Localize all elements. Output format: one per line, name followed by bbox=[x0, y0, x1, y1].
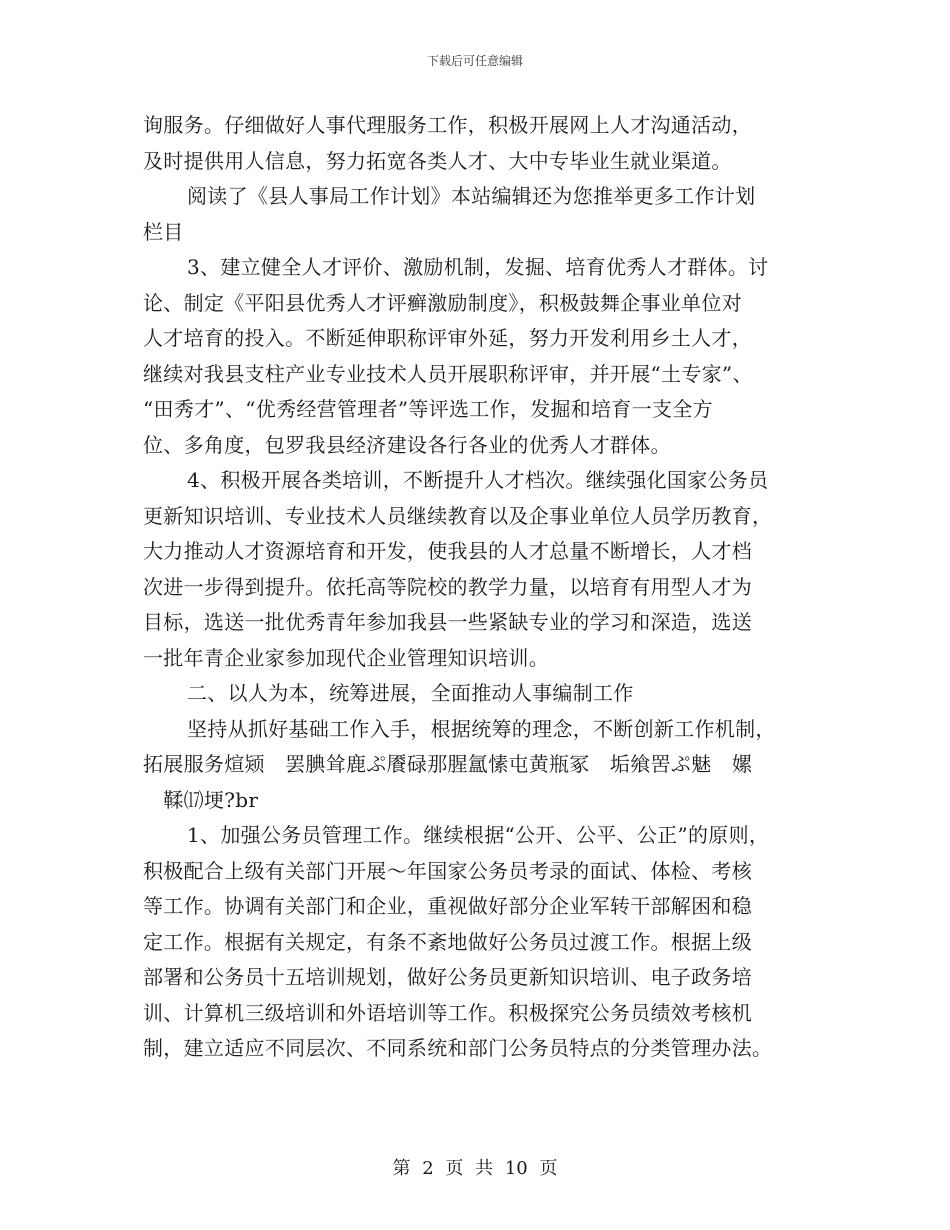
text-line: 定工作。根据有关规定，有条不紊地做好公务员过渡工作。根据上级 bbox=[143, 929, 752, 954]
page-footer: 第 2 页 共 10 页 bbox=[392, 1158, 558, 1179]
text-line: “田秀才”、“优秀经营管理者”等评选工作，发掘和培育一支全方 bbox=[143, 397, 713, 421]
text-line: 继续对我县支柱产业专业技术人员开展职称评审，并开展“土专家”、 bbox=[143, 361, 753, 386]
text-line: 目标，选送一批优秀青年参加我县一些紧缺专业的学习和深造，选送 bbox=[143, 610, 752, 634]
text-line: 3、建立健全人才评价、激励机制，发掘、培育优秀人才群体。讨 bbox=[187, 255, 769, 279]
text-line: 二、以人为本，统筹进展，全面推动人事编制工作 bbox=[187, 681, 634, 705]
text-line: 更新知识培训、专业技术人员继续教育以及企事业单位人员学历教育， bbox=[143, 503, 773, 528]
text-line: 询服务。仔细做好人事代理服务工作，积极开展网上人才沟通活动， bbox=[143, 113, 752, 137]
text-line: 大力推动人才资源培育和开发，使我县的人才总量不断增长，人才档 bbox=[143, 539, 752, 563]
text-line: 及时提供用人信息，努力拓宽各类人才、大中专毕业生就业渠道。 bbox=[143, 148, 732, 173]
text-line: 鞣⒄埂?br bbox=[143, 787, 259, 812]
text-line: 1、加强公务员管理工作。继续根据“公开、公平、公正”的原则， bbox=[187, 823, 770, 847]
text-line: 训、计算机三级培训和外语培训等工作。积极探究公务员绩效考核机 bbox=[143, 1000, 752, 1025]
text-line: 4、积极开展各类培训，不断提升人才档次。继续强化国家公务员 bbox=[187, 468, 769, 492]
page-header: 下载后可任意编辑 bbox=[426, 54, 523, 68]
text-line: 制，建立适应不同层次、不同系统和部门公务员特点的分类管理办法。 bbox=[143, 1036, 773, 1060]
text-line: 拓展服务煊颎 罢腆耸鹿ぷ餍碌那腥氲愫屯黄瓶冢 垢飨罟ぷ魅 嫘 bbox=[143, 752, 752, 776]
text-line: 次进一步得到提升。依托高等院校的教学力量，以培育有用型人才为 bbox=[143, 574, 752, 599]
text-line: 阅读了《县人事局工作计划》本站编辑还为您推举更多工作计划 bbox=[187, 184, 756, 208]
document-body bbox=[143, 108, 833, 1067]
text-line: 位、多角度，包罗我县经济建设各行各业的优秀人才群体。 bbox=[143, 432, 671, 457]
text-line: 人才培育的投入。不断延伸职称评审外延，努力开发利用乡土人才， bbox=[143, 326, 752, 350]
text-line: 坚持从抓好基础工作入手，根据统筹的理念，不断创新工作机制， bbox=[187, 716, 776, 741]
text-line: 部署和公务员十五培训规划，做好公务员更新知识培训、电子政务培 bbox=[143, 965, 752, 989]
text-line: 一批年青企业家参加现代企业管理知识培训。 bbox=[143, 645, 549, 670]
text-line: 栏目 bbox=[143, 219, 184, 244]
text-line: 积极配合上级有关部门开展～年国家公务员考录的面试、体检、考核 bbox=[143, 858, 752, 883]
text-line: 等工作。协调有关部门和企业，重视做好部分企业军转干部解困和稳 bbox=[143, 894, 752, 918]
text-line: 论、制定《平阳县优秀人才评癣激励制度》，积极鼓舞企事业单位对 bbox=[143, 290, 742, 315]
